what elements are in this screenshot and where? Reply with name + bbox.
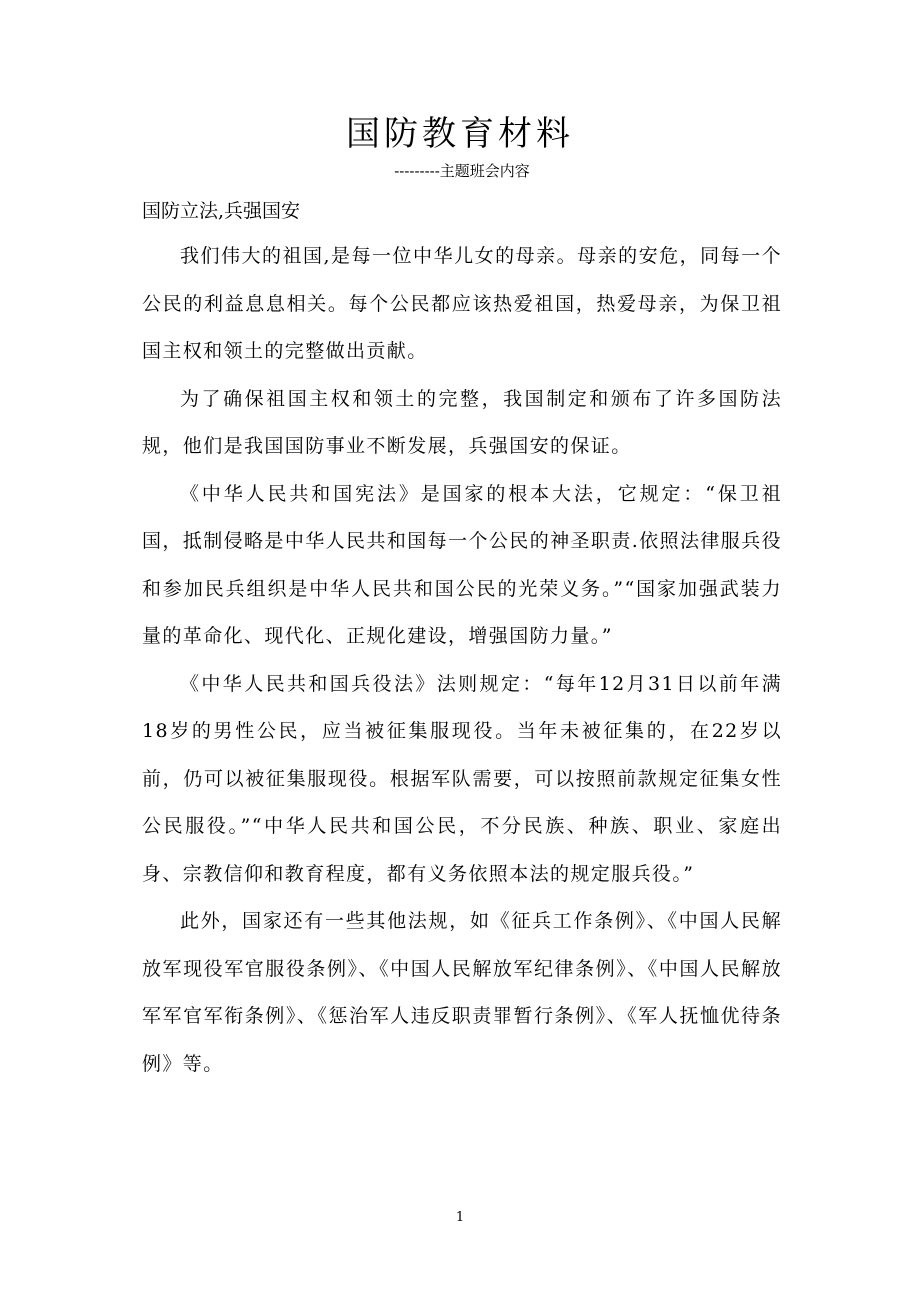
document-body [142, 233, 782, 1088]
paragraph: 此外，国家还有一些其他法规，如《征兵工作条例》、《中国人民解放军现役军官服役条例》、《中国人民解放军纪律条例》、《中国人民解放军军官军衔条例》、《惩治军人违反职责罪暂行条例》、《军人抚恤优待条例》等。 [142, 910, 782, 1075]
paragraph: 《中华人民共和国宪法》是国家的根本大法，它规定：“保卫祖国，抵制侵略是中华人民共和国每一个公民的神圣职责.依照法律服兵役和参加民兵组织是中华人民共和国公民的光荣义务。”“国家加强武装力量的革命化、现代化、正规化建设，增强国防力量。” [142, 482, 782, 647]
document-subtitle: ---------主题班会内容 [394, 162, 530, 180]
page-number: 1 [455, 1210, 465, 1225]
paragraph: 《中华人民共和国兵役法》法则规定：“每年12月31日以前年满18岁的男性公民，应当被征集服现役。当年未被征集的，在22岁以前，仍可以被征集服现役。根据军队需要，可以按照前款规定征集女性公民服役。”“中华人民共和国公民，不分民族、种族、职业、家庭出身、宗教信仰和教育程度，都有义务依照本法的规定服兵役。” [142, 672, 782, 885]
paragraph: 我们伟大的祖国,是每一位中华儿女的母亲。母亲的安危，同每一个公民的利益息息相关。每个公民都应该热爱祖国，热爱母亲，为保卫祖国主权和领土的完整做出贡献。 [142, 245, 782, 362]
document-title: 国防教育材料 [346, 114, 574, 154]
paragraph: 为了确保祖国主权和领土的完整，我国制定和颁布了许多国防法规，他们是我国国防事业不断发展，兵强国安的保证。 [142, 387, 782, 457]
section-heading: 国防立法,兵强国安 [142, 200, 301, 222]
